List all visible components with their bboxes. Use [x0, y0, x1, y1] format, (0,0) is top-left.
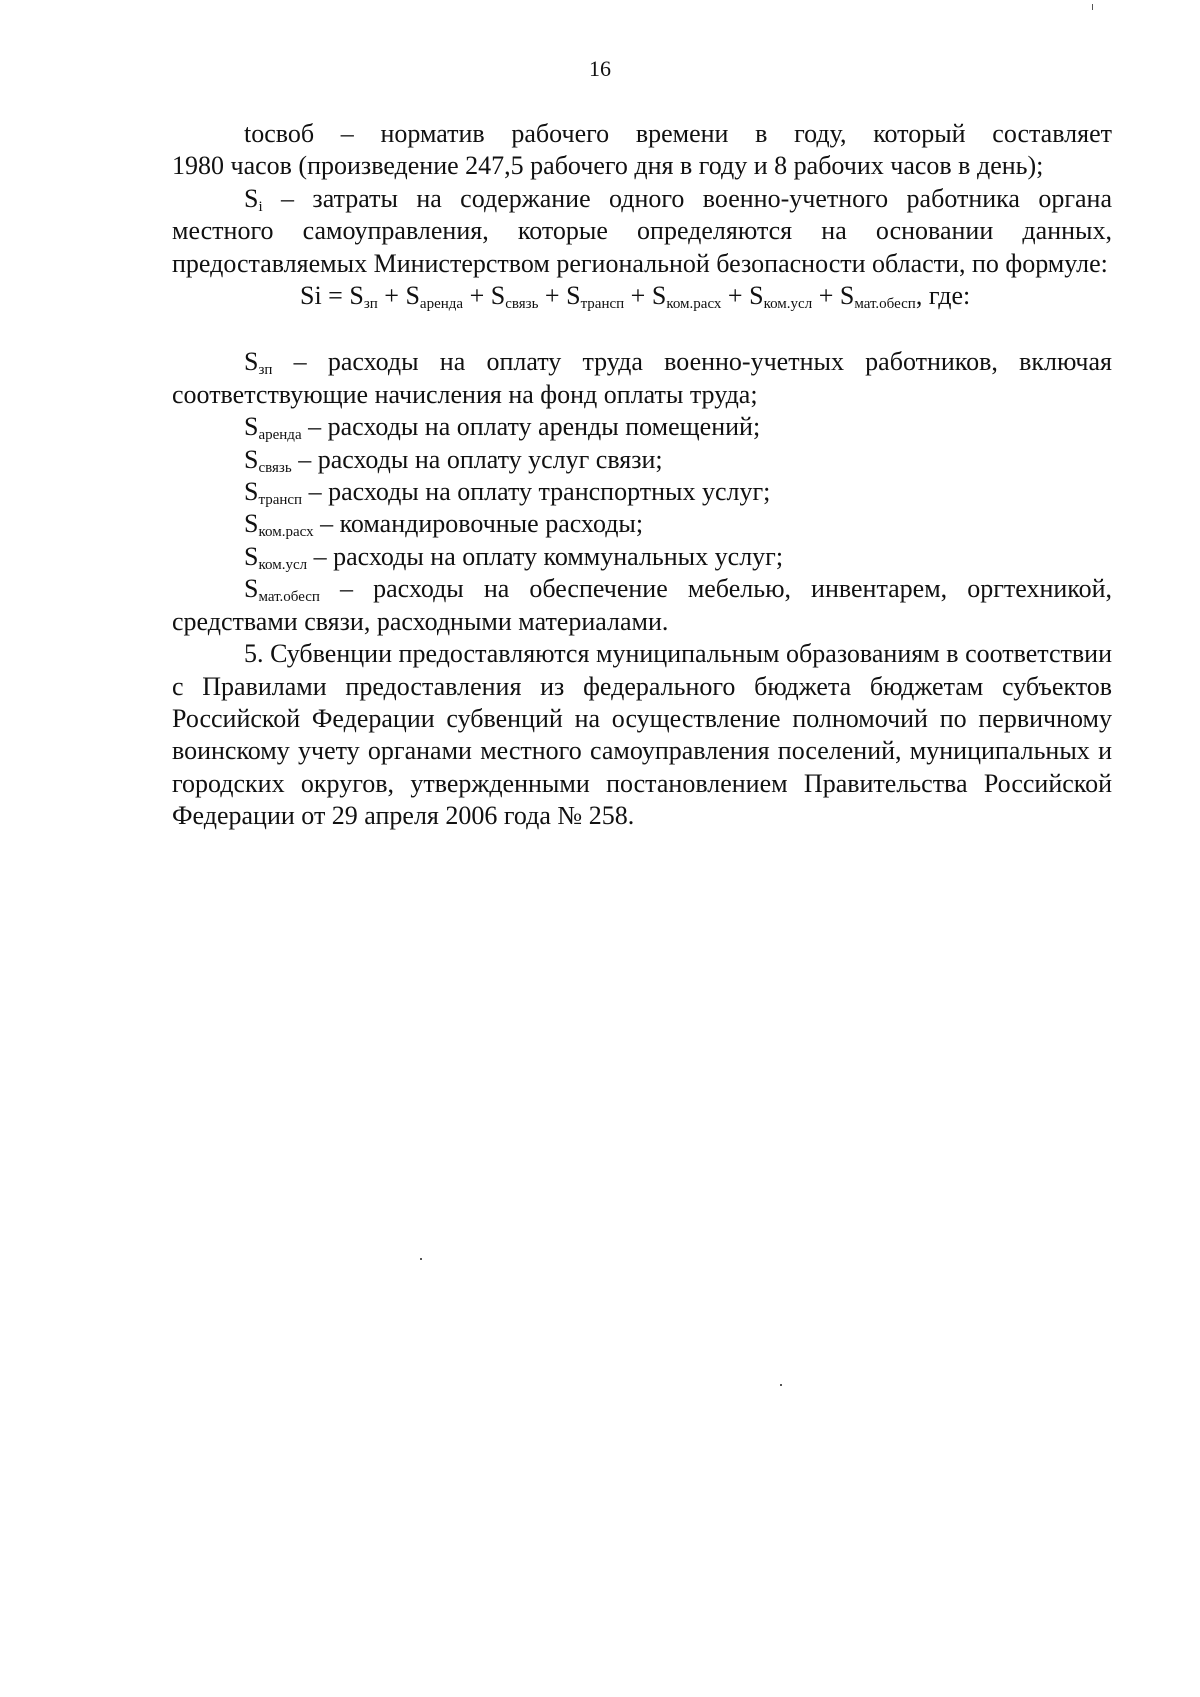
paragraph-cost-definition: [172, 183, 1112, 280]
paragraph-norm-line2: 1980 часов (произведение 247,5 рабочего дня в году и 8 рабочих часов в день);: [172, 151, 1044, 181]
definition-item: $S_{аренда}$ – расходы на оплату аренды помещений;: [244, 412, 761, 444]
document-body: [172, 118, 1112, 833]
scan-speck: [420, 1258, 422, 1260]
paragraph-norm-line1: tocвоб – норматив рабочего времени в году, который составляет: [244, 119, 1112, 148]
scan-speck: [1092, 4, 1093, 10]
page-number: 16: [589, 56, 611, 81]
symbol-subscript: i: [258, 198, 263, 215]
definition-item: $S_{зп}$ – расходы на оплату труда военно-учетных работников, включая соответствующие начисления на фонд оплаты труда;: [172, 347, 1112, 409]
formula-term: $S_{трансп}$ +: [566, 281, 652, 313]
symbol-s: S: [244, 183, 259, 213]
definition-item: $S_{трансп}$ – расходы на оплату транспортных услуг;: [244, 477, 771, 509]
formula-term: $S_{аренда}$ +: [405, 281, 491, 313]
formula-term: $S_{ком.расх}$ +: [651, 281, 750, 313]
clause-5-paragraph: 5. Субвенции предоставляются муниципальным образованиям в соответствии с Правилами предоставления из федерального бюджета бюджетам субъектов Российской Федерации субвенций на осуществление полномочий по первичному воинскому учету органами местного самоуправления поселений, муниципальных и городских округов, утвержденными постановлением Правительства Российской Федерации от 29 апреля 2006 года № 258.: [172, 639, 1112, 831]
cost-formula: [172, 280, 1112, 312]
formula-term: $S_{мат.обесп}$, где:: [839, 281, 971, 313]
definition-item: $S_{связь}$ – расходы на оплату услуг связи;: [244, 444, 663, 476]
formula-term: $S_{ком.усл}$ +: [749, 281, 840, 313]
definition-item: $S_{ком.усл}$ – расходы на оплату коммунальных услуг;: [244, 541, 784, 573]
formula-term: $S_{связь}$ +: [490, 281, 567, 313]
definition-item: $S_{ком.расх}$ – командировочные расходы;: [244, 509, 644, 541]
formula-lhs: Si =: [300, 281, 350, 311]
formula-spacing: [172, 312, 1112, 346]
paragraph-text: – затраты на содержание одного военно-учетного работника органа местного самоуправления, которые определяются на основании данных, предоставляемых Министерством региональной безопасности области, по формуле:: [172, 183, 1112, 278]
formula-term: $S_{зп}$ +: [349, 281, 406, 313]
definition-item: $S_{мат.обесп}$ – расходы на обеспечение мебелью, инвентарем, оргтехникой, средствами связи, расходными материалами.: [172, 574, 1112, 636]
scan-speck: [780, 1384, 782, 1386]
